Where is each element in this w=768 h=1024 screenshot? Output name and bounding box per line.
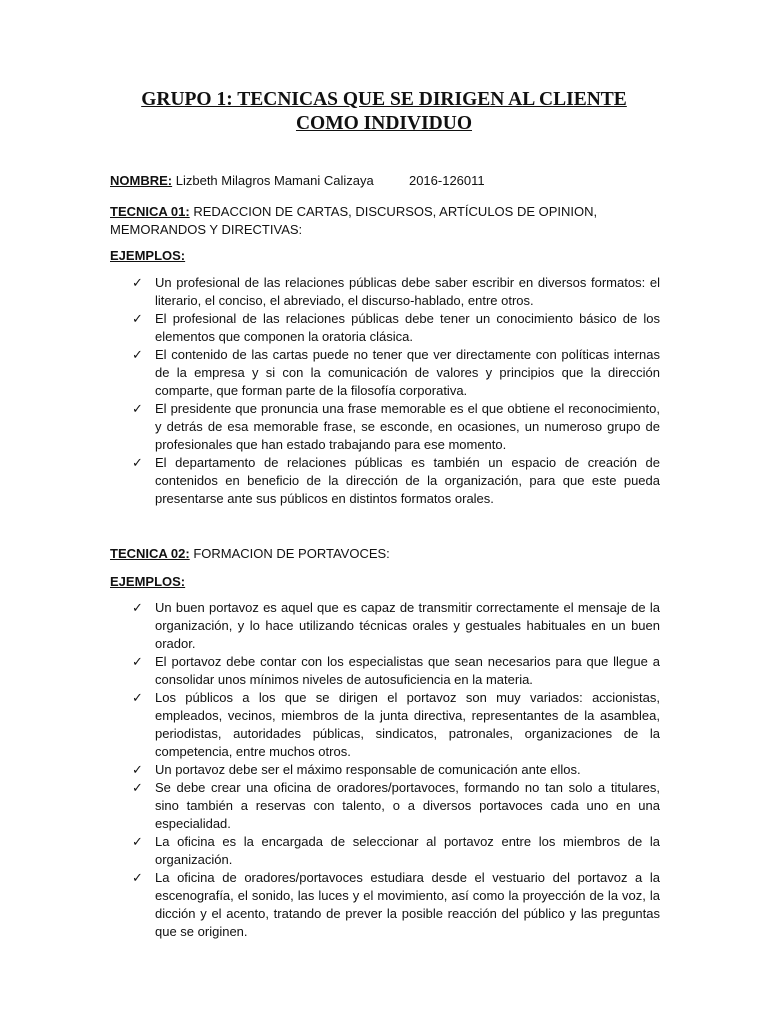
tecnica-01-heading <box>110 203 660 239</box>
list-item: ✓ El portavoz debe contar con los especialistas que sean necesarios para que llegue a consolidar unos mínimos niveles de autosuficiencia en la materia. <box>132 654 660 687</box>
check-icon: ✓ <box>132 455 143 470</box>
nombre-value: Lizbeth Milagros Mamani Calizaya <box>175 173 374 188</box>
list-item: ✓ Un profesional de las relaciones públicas debe saber escribir en diversos formatos: el literario, el conciso, el abreviado, el discurso-hablado, entre otros. <box>132 275 660 308</box>
tecnica-01-label: TECNICA 01: <box>110 204 190 219</box>
list-item: ✓ Un buen portavoz es aquel que es capaz de transmitir correctamente el mensaje de la organización, y lo hace utilizando técnicas orales y gestuales habituales en un buen orador. <box>132 600 660 651</box>
check-icon: ✓ <box>132 780 143 795</box>
check-icon: ✓ <box>132 275 143 290</box>
student-code: 2016-126011 <box>408 173 485 188</box>
tecnica-02-heading <box>110 545 660 563</box>
list-item: ✓ El profesional de las relaciones públicas debe tener un conocimiento básico de los elementos que componen la oratoria clásica. <box>132 311 660 344</box>
tecnica-02-label: TECNICA 02: <box>110 546 190 561</box>
tecnica-02-text: FORMACION DE PORTAVOCES: <box>193 546 390 561</box>
list-item: ✓ Un portavoz debe ser el máximo responsable de comunicación ante ellos. <box>132 762 581 777</box>
list-item: ✓ La oficina de oradores/portavoces estudiara desde el vestuario del portavoz a la escenografía, el sonido, las luces y el movimiento, así como la proyección de la voz, la dicción y el acento, tratando de prever la posible reacción del público y las preguntas que se originen. <box>132 870 660 939</box>
nombre-line <box>110 173 485 188</box>
ejemplos-01-label: EJEMPLOS: <box>110 248 186 263</box>
list-item: ✓ El contenido de las cartas puede no tener que ver directamente con políticas internas de la empresa y si con la comunicación de valores y principios que la dirección comparte, que forman parte de la filosofía corporativa. <box>132 347 660 398</box>
nombre-label: NOMBRE: <box>110 173 173 188</box>
check-icon: ✓ <box>132 834 143 849</box>
list-item: ✓ Los públicos a los que se dirigen el portavoz son muy variados: accionistas, empleados, vecinos, miembros de la junta directiva, representantes de la asamblea, periodistas, autoridades públicas, sindicatos, patronales, organizaciones de la competencia, entre muchos otros. <box>132 690 660 759</box>
check-icon: ✓ <box>132 654 143 669</box>
list-item: ✓ El departamento de relaciones públicas es también un espacio de creación de contenidos en beneficio de la dirección de la organización, para que este pueda presentarse ante sus públicos en distintos formatos orales. <box>132 455 660 506</box>
check-icon: ✓ <box>132 600 143 615</box>
list-item: ✓ Se debe crear una oficina de oradores/portavoces, formando no tan solo a titulares, sino también a reservas con talento, o a diversos portavoces cada uno en una especialidad. <box>132 780 660 831</box>
document-title <box>110 88 658 136</box>
tecnica-01-text: REDACCION DE CARTAS, DISCURSOS, ARTÍCULOS DE OPINION, MEMORANDOS Y DIRECTIVAS: <box>110 204 598 237</box>
ejemplos-01-list <box>110 274 660 508</box>
title-line-2: COMO INDIVIDUO <box>295 113 473 134</box>
check-icon: ✓ <box>132 401 143 416</box>
check-icon: ✓ <box>132 762 143 777</box>
title-line-1: GRUPO 1: TECNICAS QUE SE DIRIGEN AL CLIENTE <box>141 89 627 110</box>
check-icon: ✓ <box>132 870 143 885</box>
list-item: ✓ La oficina es la encargada de seleccionar al portavoz entre los miembros de la organización. <box>132 834 660 867</box>
check-icon: ✓ <box>132 690 143 705</box>
check-icon: ✓ <box>132 347 143 362</box>
check-icon: ✓ <box>132 311 143 326</box>
ejemplos-02-list <box>110 599 660 941</box>
list-item: ✓ El presidente que pronuncia una frase memorable es el que obtiene el reconocimiento, y detrás de esa memorable frase, se esconde, en ocasiones, un numeroso grupo de profesionales que han estado trabajando para ese momento. <box>132 401 660 452</box>
ejemplos-02-label: EJEMPLOS: <box>110 574 186 589</box>
